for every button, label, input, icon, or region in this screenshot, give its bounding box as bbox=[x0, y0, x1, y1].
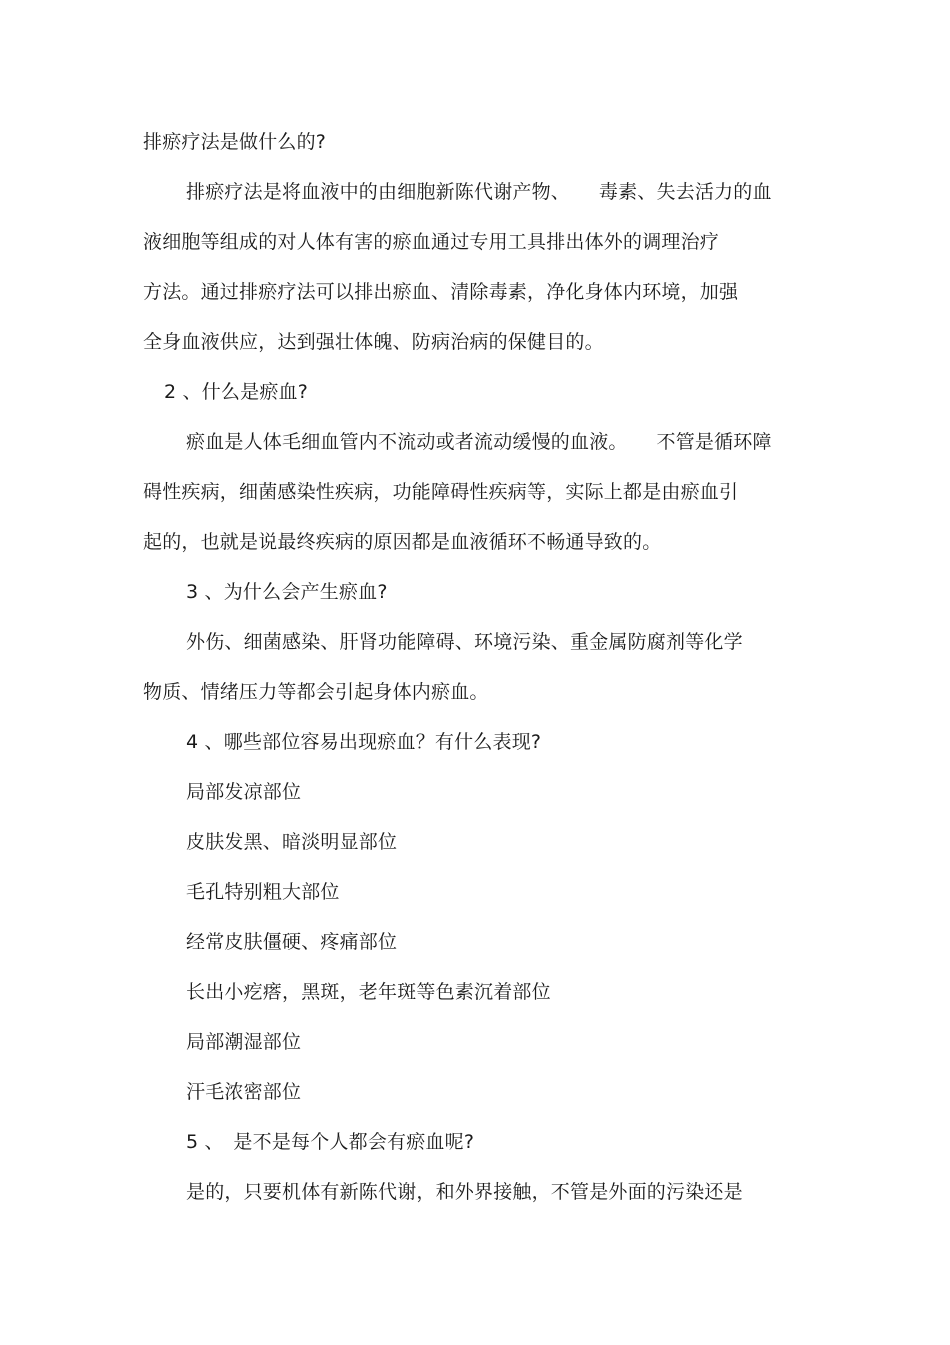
list-item: 长出小疙瘩，黑斑，老年斑等色素沉着部位 bbox=[186, 981, 551, 1003]
question-4-heading: 4 、哪些部位容易出现瘀血？有什么表现? bbox=[186, 731, 542, 753]
answer-2-line-1: 瘀血是人体毛细血管内不流动或者流动缓慢的血液。 不管是循环障 bbox=[186, 431, 772, 453]
answer-3-line-1: 外伤、细菌感染、肝肾功能障碍、环境污染、重金属防腐剂等化学 bbox=[186, 631, 743, 653]
question-5-heading: 5 、 是不是每个人都会有瘀血呢? bbox=[186, 1131, 475, 1153]
question-1-heading: 排瘀疗法是做什么的? bbox=[143, 131, 327, 153]
answer-1-line-1: 排瘀疗法是将血液中的由细胞新陈代谢产物、 毒素、失去活力的血 bbox=[186, 181, 772, 203]
list-item: 毛孔特别粗大部位 bbox=[186, 881, 340, 903]
list-item: 局部发凉部位 bbox=[186, 781, 302, 803]
answer-2-line-3: 起的，也就是说最终疾病的原因都是血液循环不畅通导致的。 bbox=[143, 531, 662, 553]
answer-1-line-3: 方法。通过排瘀疗法可以排出瘀血、清除毒素，净化身体内环境，加强 bbox=[143, 281, 739, 303]
answer-5-line-1: 是的，只要机体有新陈代谢，和外界接触，不管是外面的污染还是 bbox=[186, 1181, 743, 1203]
list-item: 皮肤发黑、暗淡明显部位 bbox=[186, 831, 398, 853]
list-item: 汗毛浓密部位 bbox=[186, 1081, 302, 1103]
question-2-heading: 2 、什么是瘀血? bbox=[164, 381, 309, 403]
answer-1-line-4: 全身血液供应，达到强壮体魄、防病治病的保健目的。 bbox=[143, 331, 604, 353]
answer-2-line-2: 碍性疾病，细菌感染性疾病，功能障碍性疾病等，实际上都是由瘀血引 bbox=[143, 481, 739, 503]
question-3-heading: 3 、为什么会产生瘀血? bbox=[186, 581, 388, 603]
list-item: 经常皮肤僵硬、疼痛部位 bbox=[186, 931, 398, 953]
list-item: 局部潮湿部位 bbox=[186, 1031, 302, 1053]
answer-3-line-2: 物质、情绪压力等都会引起身体内瘀血。 bbox=[143, 681, 489, 703]
answer-1-line-2: 液细胞等组成的对人体有害的瘀血通过专用工具排出体外的调理治疗 bbox=[143, 231, 720, 253]
